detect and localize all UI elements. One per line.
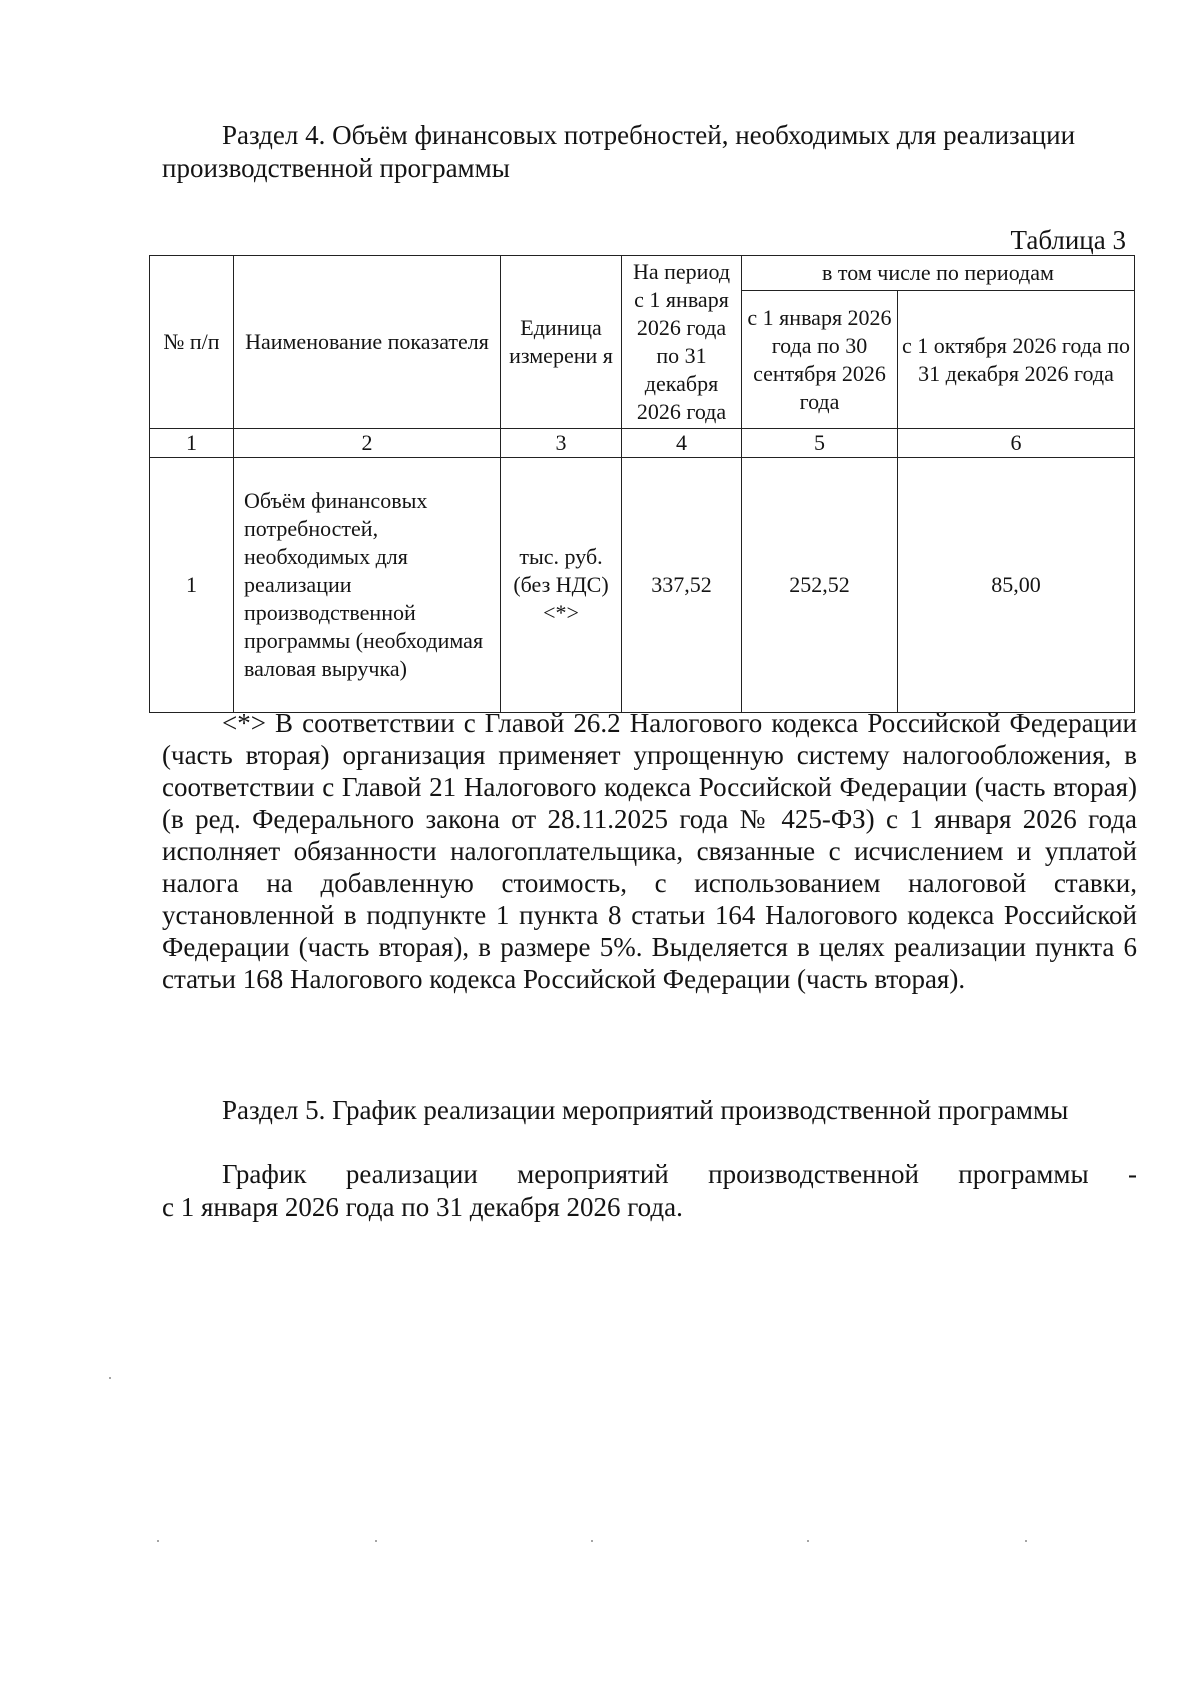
header-including: в том числе по периодам <box>742 256 1135 291</box>
section-4-title: Раздел 4. Объём финансовых потребностей, необходимых для реализации <box>222 120 1076 150</box>
col-number: 2 <box>234 429 501 458</box>
col-number: 5 <box>742 429 898 458</box>
header-num: № п/п <box>150 256 234 429</box>
header-period-2: с 1 октября 2026 года по 31 декабря 2026 года <box>898 291 1135 429</box>
row-period-1: 252,52 <box>742 458 898 713</box>
row-unit: тыс. руб. (без НДС) <*> <box>501 458 622 713</box>
header-unit: Единица измерени я <box>501 256 622 429</box>
header-period: На период с 1 января 2026 года по 31 декабря 2026 года <box>622 256 742 429</box>
schedule-paragraph <box>162 1158 1137 1224</box>
financial-needs-table <box>149 255 1135 713</box>
scan-speck <box>109 1377 111 1379</box>
schedule-line-1: График реализации мероприятий производственной программы - <box>222 1159 1137 1189</box>
footnote: <*> В соответствии с Главой 26.2 Налогового кодекса Российской Федерации (часть вторая) организация применяет упрощенную систему налогообложения, в соответствии с Главой 21 Налогового кодекса Российской Федерации (часть вторая) (в ред. Федерального закона от 28.11.2025 года № 425-ФЗ) с 1 января 2026 года исполняет обязанности налогоплательщика, связанные с исчислением и уплатой налога на добавленную стоимость, с использованием налоговой ставки, установленной в подпункте 1 пункта 8 статьи 164 Налогового кодекса Российской Федерации (часть вторая), в размере 5%. Выделяется в целях реализации пункта 6 статьи 168 Налогового кодекса Российской Федерации (часть вторая). <box>162 708 1137 994</box>
row-num: 1 <box>150 458 234 713</box>
row-period-2: 85,00 <box>898 458 1135 713</box>
scan-speck <box>375 1540 377 1542</box>
scan-speck <box>1025 1540 1027 1542</box>
row-total: 337,52 <box>622 458 742 713</box>
section-4-title-continued: производственной программы <box>162 153 510 183</box>
col-number: 4 <box>622 429 742 458</box>
schedule-line-2: с 1 января 2026 года по 31 декабря 2026 года. <box>162 1192 683 1222</box>
col-number: 1 <box>150 429 234 458</box>
row-name: Объём финансовых потребностей, необходимых для реализации производственной программы (необходимая валовая выручка) <box>234 458 501 713</box>
header-period-1: с 1 января 2026 года по 30 сентября 2026 года <box>742 291 898 429</box>
col-number: 3 <box>501 429 622 458</box>
table-row <box>150 458 1135 713</box>
section-5-heading: Раздел 5. График реализации мероприятий производственной программы <box>222 1095 1069 1125</box>
section-4-heading <box>162 119 1137 185</box>
header-name: Наименование показателя <box>234 256 501 429</box>
table-label: Таблица 3 <box>1010 225 1126 255</box>
scan-speck <box>157 1540 159 1542</box>
scan-speck <box>807 1540 809 1542</box>
column-number-row <box>150 429 1135 458</box>
scan-speck <box>591 1540 593 1542</box>
col-number: 6 <box>898 429 1135 458</box>
